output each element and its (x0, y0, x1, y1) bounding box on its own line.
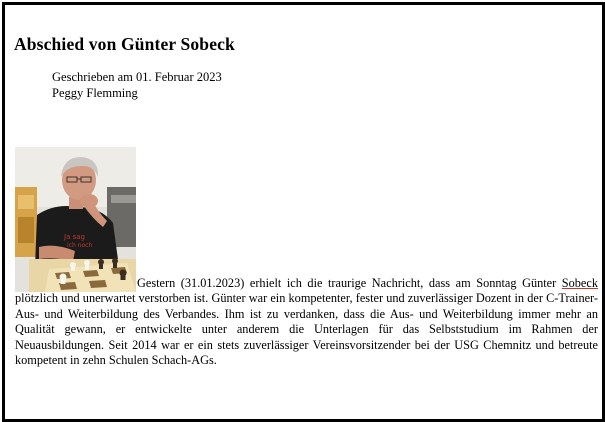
article-meta (52, 70, 222, 101)
body-name: Sobeck (561, 276, 598, 290)
portrait-photo (15, 147, 136, 292)
article-date: Geschrieben am 01. Februar 2023 (52, 70, 222, 84)
svg-text:ich noch: ich noch (67, 242, 93, 249)
body-rest: plötzlich und unerwartet verstorben ist. Günter war ein kompetenter, fester und zuverlässiger Dozent in der C-Trainer-Aus- und Weiterbildung des Verbandes. Ihm ist zu verdanken, dass die Aus- und Weiterbildung immer mehr an Qualität gewann, er entwickelte unter anderem die Unterlagen für das Selbststudium im Rahmen der Neuausbildungen. Seit 2014 war er ein stets zuverlässiger Vereinsvorsitzender bei der USG Chemnitz und betreute kompetent in zehn Schulen Schach-AGs. (15, 291, 598, 368)
svg-text:Ja sag: Ja sag (64, 233, 85, 241)
article-title: Abschied von Günter Sobeck (14, 34, 235, 54)
body-lead: Gestern (31.01.2023) erhielt ich die traurige Nachricht, dass am Sonntag Günter (137, 276, 562, 290)
document-frame (2, 2, 605, 422)
article-body (15, 276, 598, 368)
article-author: Peggy Flemming (52, 85, 138, 100)
